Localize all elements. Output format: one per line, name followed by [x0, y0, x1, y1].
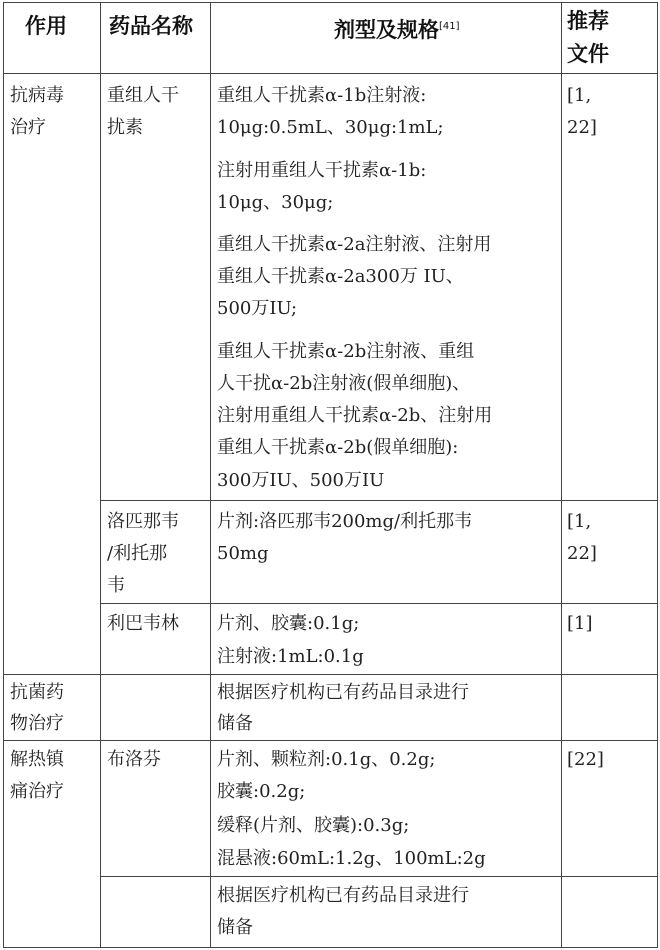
category-cell: 治疗: [10, 117, 46, 138]
spec-line: 300万IU、500万IU: [217, 470, 385, 491]
spec-line: 重组人干扰素α-2b注射液、重组: [217, 341, 475, 362]
reference-cell: [1,: [567, 511, 592, 532]
category-cell: 痛治疗: [10, 781, 64, 802]
header-recommended-doc: 文件: [567, 42, 609, 66]
row-divider: [100, 603, 658, 604]
drug-name-cell: 利巴韦林: [107, 613, 179, 634]
reference-cell: [1]: [567, 613, 593, 634]
spec-line: 10μg、30μg;: [217, 192, 334, 213]
spec-line: 根据医疗机构已有药品目录进行: [217, 885, 469, 906]
spec-line: 人干扰α-2b注射液(假单细胞)、: [217, 373, 471, 394]
spec-line: 重组人干扰素α-2a300万 IU、: [217, 266, 464, 287]
spec-line: 注射用重组人干扰素α-1b:: [217, 160, 427, 181]
drug-name-cell: /利托那: [107, 543, 168, 564]
drug-name-cell: 扰素: [107, 117, 143, 138]
category-cell: 物治疗: [10, 713, 64, 734]
drug-name-cell: 布洛芬: [107, 749, 161, 770]
spec-line: 10μg:0.5mL、30μg:1mL;: [217, 117, 444, 138]
reference-cell: [22]: [567, 749, 604, 770]
spec-line: 重组人干扰素α-1b注射液:: [217, 85, 427, 106]
reference-cell: 22]: [567, 543, 597, 564]
spec-line: 储备: [217, 917, 253, 938]
category-cell: 抗病毒: [10, 85, 64, 106]
reference-cell: 22]: [567, 117, 597, 138]
column-divider: [657, 2, 658, 948]
header-citation: [41]: [439, 21, 460, 32]
spec-line: 重组人干扰素α-2b(假单细胞):: [217, 437, 459, 458]
spec-line: 50mg: [217, 543, 269, 564]
header-recommended-doc: 推荐: [567, 9, 609, 33]
category-cell: 抗菌药: [10, 682, 64, 703]
spec-line: 片剂、胶囊:0.1g;: [217, 613, 360, 634]
header-drug-name: 药品名称: [109, 14, 193, 38]
header-effect: 作用: [25, 14, 67, 38]
spec-line: 重组人干扰素α-2a注射液、注射用: [217, 234, 492, 255]
column-divider: [100, 2, 101, 948]
drug-name-cell: 重组人干: [107, 85, 179, 106]
reference-cell: [1,: [567, 85, 592, 106]
spec-line: 缓释(片剂、胶囊):0.3g;: [217, 815, 410, 836]
spec-line: 根据医疗机构已有药品目录进行: [217, 682, 469, 703]
spec-line: 储备: [217, 713, 253, 734]
header-dosage-spec-label: 剂型及规格: [334, 18, 439, 42]
row-divider: [100, 500, 658, 501]
spec-line: 注射用重组人干扰素α-2b、注射用: [217, 405, 493, 426]
spec-line: 胶囊:0.2g;: [217, 781, 306, 802]
spec-line: 500万IU;: [217, 298, 298, 319]
spec-line: 注射液:1mL:0.1g: [217, 646, 364, 667]
drug-name-cell: 韦: [107, 575, 125, 596]
header-dosage-spec: [334, 10, 460, 47]
column-divider: [210, 2, 211, 948]
spec-line: 片剂:洛匹那韦200mg/利托那韦: [217, 511, 473, 532]
drug-name-cell: 洛匹那韦: [107, 511, 179, 532]
column-divider: [561, 2, 562, 948]
spec-line: 片剂、颗粒剂:0.1g、0.2g;: [217, 749, 436, 770]
spec-line: 混悬液:60mL:1.2g、100mL:2g: [217, 848, 486, 869]
row-divider: [100, 876, 658, 877]
category-cell: 解热镇: [10, 749, 64, 770]
column-divider: [3, 2, 4, 948]
